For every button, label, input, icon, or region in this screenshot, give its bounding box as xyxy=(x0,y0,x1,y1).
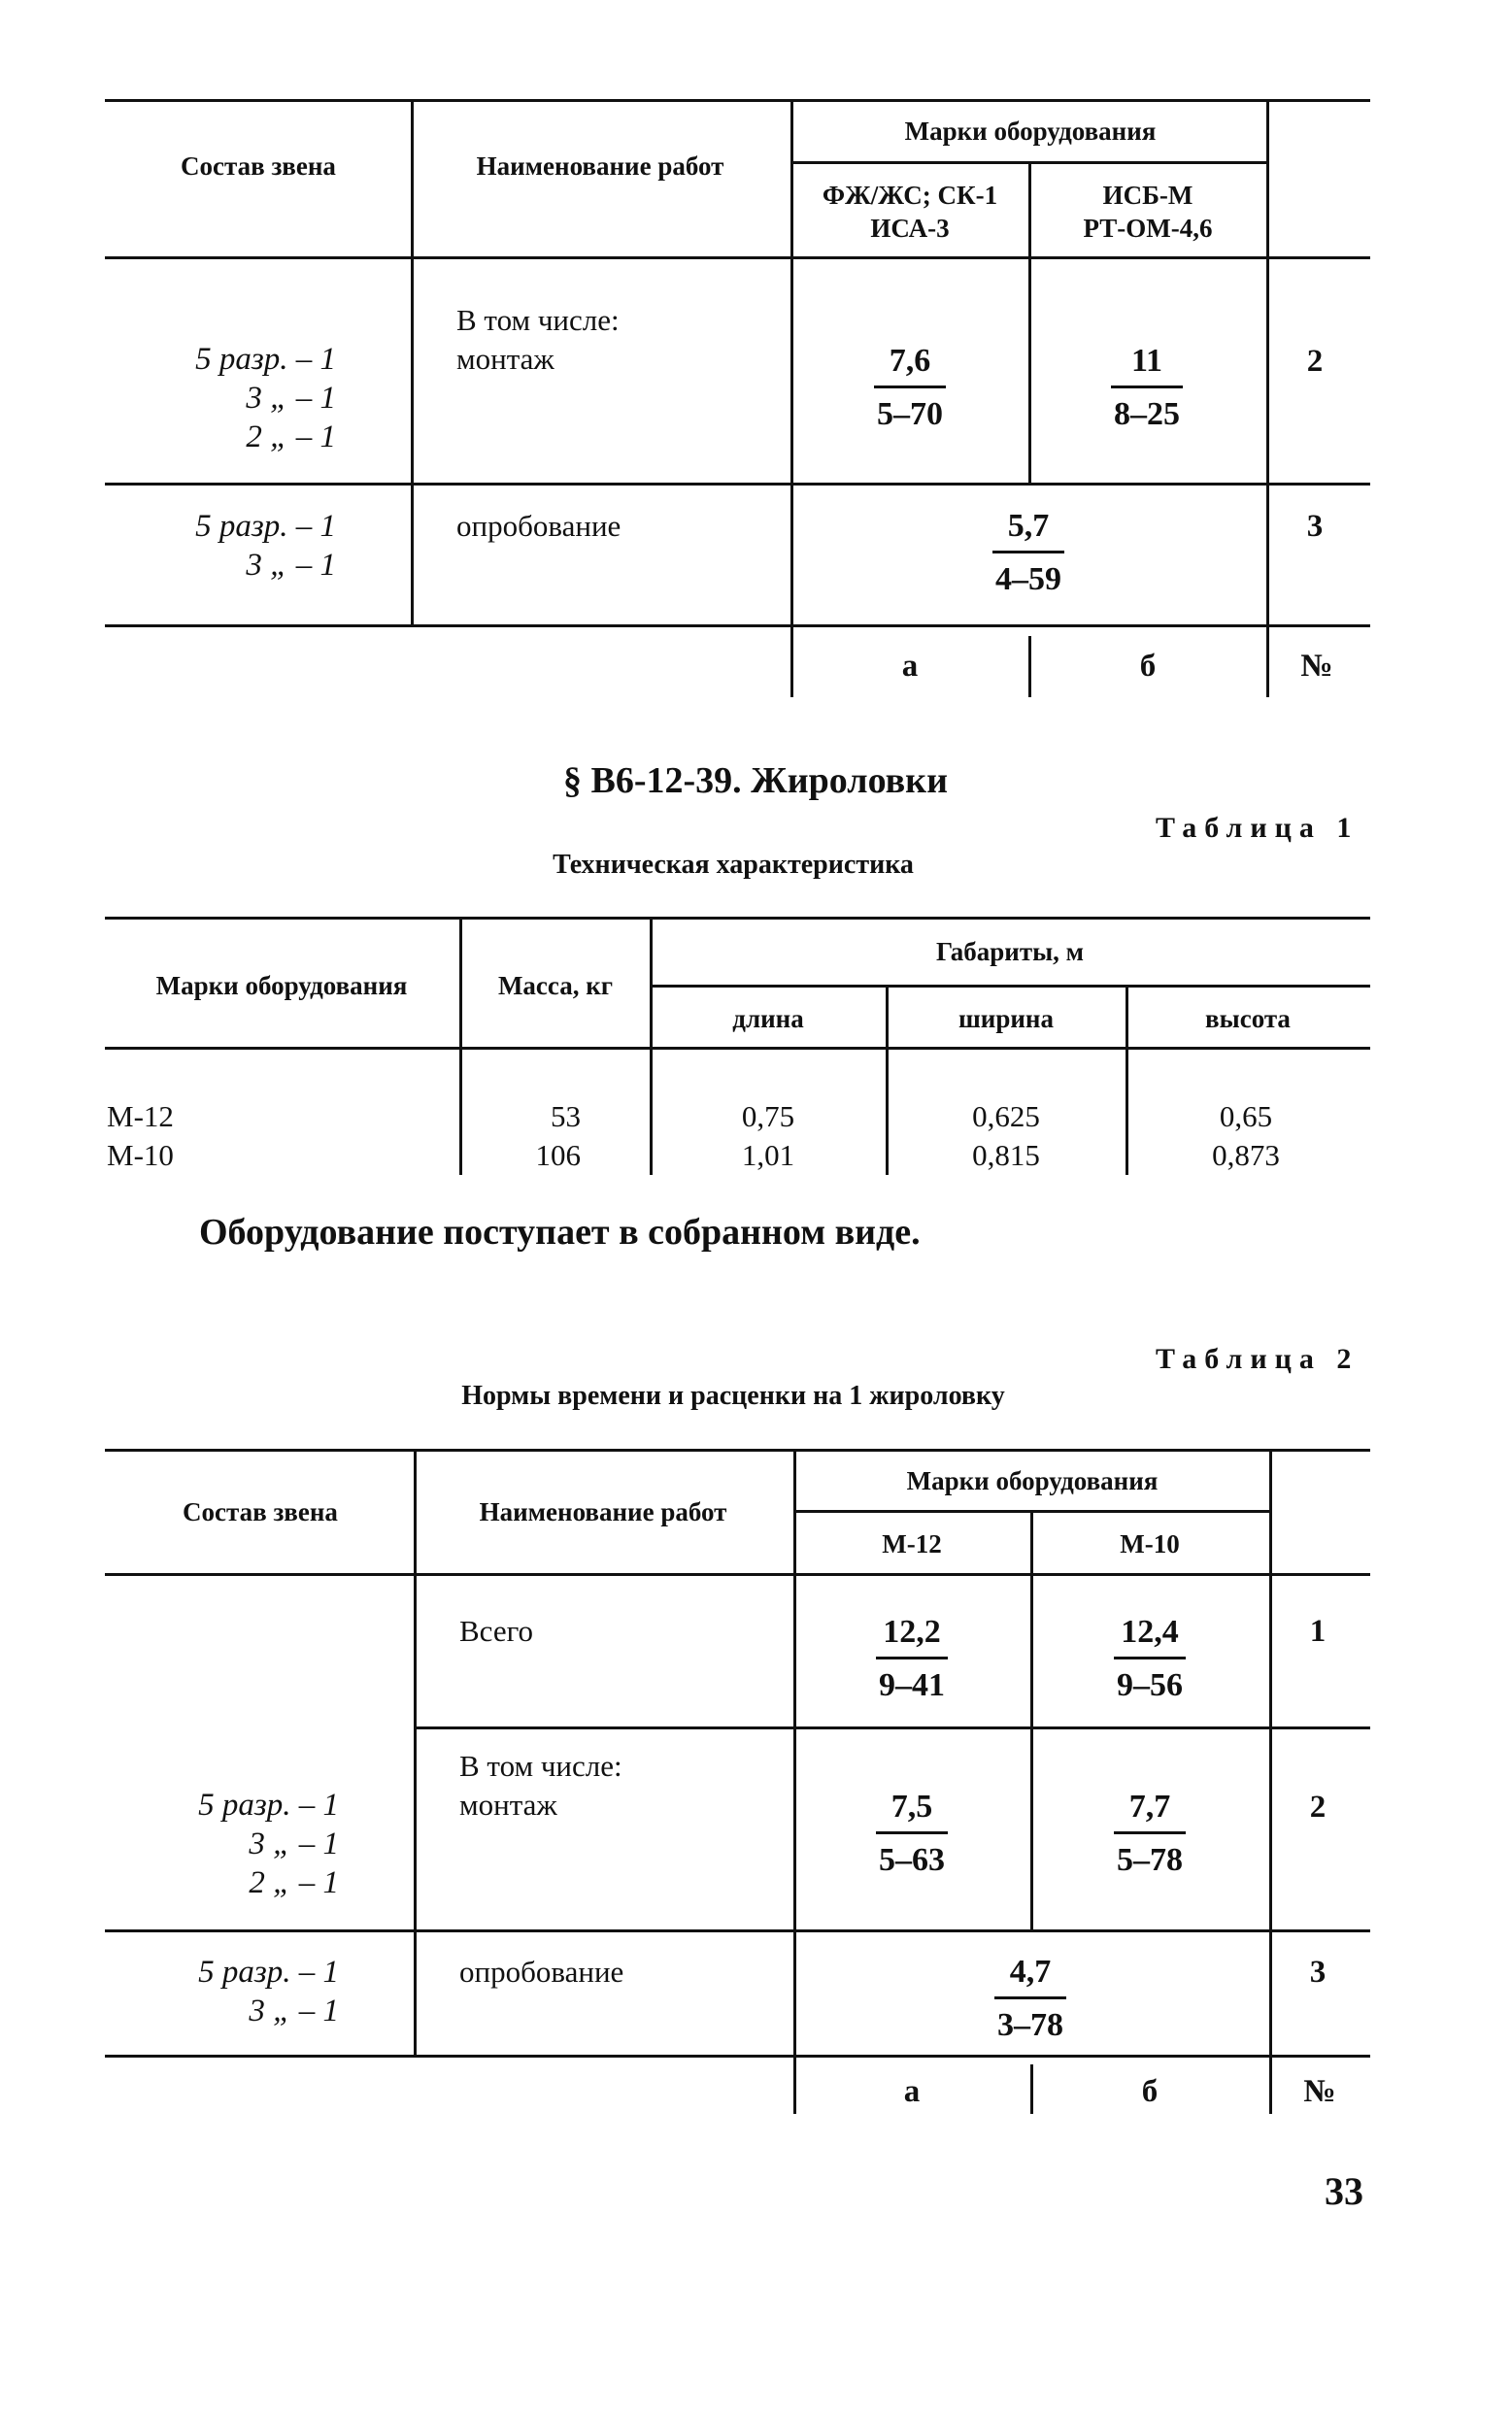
header-mark-a-line2: ИСА-3 xyxy=(870,214,950,243)
table-2-caption: Таблица 2 xyxy=(1156,1343,1360,1375)
column-letter-b: б xyxy=(1139,649,1157,684)
norm-time: 12,4 xyxy=(1121,1614,1179,1650)
header-mark-b: М-10 xyxy=(1120,1529,1180,1558)
width-cell: 0,815 xyxy=(972,1138,1040,1172)
work-label: опробование xyxy=(456,509,622,543)
mass-cell: 53 xyxy=(551,1099,581,1133)
norm-fraction xyxy=(854,1614,970,1704)
mass-cell: 106 xyxy=(535,1138,581,1172)
table-1-rule xyxy=(105,917,1370,920)
height-cell: 0,873 xyxy=(1212,1138,1280,1172)
norm-time: 7,5 xyxy=(890,1789,933,1825)
table-2-rule xyxy=(105,1929,1370,1932)
header-work: Наименование работ xyxy=(476,151,724,181)
work-label: В том числе: xyxy=(459,1749,622,1783)
norm-price: 8–25 xyxy=(1114,396,1180,432)
top-table-rule xyxy=(105,624,1370,627)
top-table-rule xyxy=(105,483,1370,486)
column-letter-a: а xyxy=(903,2074,921,2109)
crew-line: 5 разр. – 1 xyxy=(198,1955,339,1990)
row-number: 3 xyxy=(1309,1955,1327,1990)
section-title: § В6-12-39. Жироловки xyxy=(563,760,948,801)
length-cell: 1,01 xyxy=(741,1138,795,1172)
work-label: монтаж xyxy=(456,342,554,376)
header-mark-a-line1: ФЖ/ЖС; СК-1 xyxy=(822,181,998,210)
table-2-title: Нормы времени и расценки на 1 жироловку xyxy=(461,1381,1005,1411)
column-number-sign: № xyxy=(1300,649,1333,684)
header-marks: Марки оборудования xyxy=(906,1466,1159,1495)
height-cell: 0,65 xyxy=(1219,1099,1273,1133)
top-table-divider xyxy=(1028,636,1031,697)
table-1-divider xyxy=(886,985,889,1175)
table-2-divider xyxy=(1030,1510,1033,1929)
norm-price: 4–59 xyxy=(995,561,1061,597)
delivery-note: Оборудование поступает в собранном виде. xyxy=(199,1212,921,1253)
width-cell: 0,625 xyxy=(972,1099,1040,1133)
work-label: опробование xyxy=(459,1955,624,1989)
crew-line: 3 „ – 1 xyxy=(246,381,336,416)
row-number: 2 xyxy=(1309,1790,1327,1825)
crew-line: 3 „ – 1 xyxy=(246,548,336,583)
norm-fraction xyxy=(854,1789,970,1879)
table-1-divider xyxy=(459,917,462,1175)
fraction-bar xyxy=(876,1657,948,1659)
header-mark-b-line2: РТ-ОМ-4,6 xyxy=(1083,214,1213,243)
column-number-sign: № xyxy=(1303,2074,1336,2109)
crew-line: 2 „ – 1 xyxy=(246,419,336,454)
table-2-divider xyxy=(1030,2064,1033,2114)
length-cell: 0,75 xyxy=(741,1099,795,1133)
table-1-divider xyxy=(650,917,653,1175)
norm-time: 5,7 xyxy=(1007,508,1050,544)
norm-fraction xyxy=(972,1954,1089,2044)
fraction-bar xyxy=(1111,385,1183,388)
table-2-rule xyxy=(105,1573,1370,1576)
norm-fraction xyxy=(1092,1614,1208,1704)
norm-time: 4,7 xyxy=(1009,1954,1052,1990)
norm-time: 7,6 xyxy=(889,343,931,379)
table-1-title: Техническая характеристика xyxy=(553,850,914,880)
norm-price: 5–78 xyxy=(1117,1842,1183,1878)
norm-price: 3–78 xyxy=(997,2007,1063,2043)
table-2-rule xyxy=(795,1510,1271,1513)
header-dims: Габариты, м xyxy=(935,937,1085,966)
header-marks: Марки оборудования xyxy=(904,117,1157,146)
norm-time: 7,7 xyxy=(1128,1789,1171,1825)
fraction-bar xyxy=(1114,1831,1186,1834)
row-number: 1 xyxy=(1309,1614,1327,1649)
fraction-bar xyxy=(874,385,946,388)
top-table-divider xyxy=(790,99,793,697)
top-table-divider xyxy=(411,99,414,624)
table-2-divider xyxy=(1269,1449,1272,2114)
header-mass: Масса, кг xyxy=(497,971,614,1000)
fraction-bar xyxy=(994,1996,1066,1999)
crew-line: 5 разр. – 1 xyxy=(198,1788,339,1823)
table-2-divider xyxy=(414,1449,417,2055)
norm-time: 11 xyxy=(1130,343,1163,379)
fraction-bar xyxy=(992,551,1064,553)
crew-line: 2 „ – 1 xyxy=(249,1865,339,1900)
mark-cell: М-10 xyxy=(107,1138,174,1172)
header-height: высота xyxy=(1205,1004,1291,1033)
top-table-rule xyxy=(105,256,1370,259)
work-label: В том числе: xyxy=(456,303,620,337)
row-number: 2 xyxy=(1306,344,1324,379)
top-table-rule xyxy=(105,99,1370,102)
header-work: Наименование работ xyxy=(479,1497,727,1526)
work-label: Всего xyxy=(459,1614,534,1648)
column-letter-b: б xyxy=(1141,2074,1159,2109)
norm-price: 5–63 xyxy=(879,1842,945,1878)
crew-line: 3 „ – 1 xyxy=(249,1827,339,1861)
fraction-bar xyxy=(876,1831,948,1834)
header-mark-b-line1: ИСБ-М xyxy=(1102,181,1193,210)
table-1-rule xyxy=(653,985,1370,988)
norm-price: 9–41 xyxy=(879,1667,945,1703)
top-table-divider xyxy=(1028,161,1031,483)
table-2-rule xyxy=(105,2055,1370,2058)
table-2-rule xyxy=(416,1726,1370,1729)
norm-price: 5–70 xyxy=(877,396,943,432)
header-marks: Марки оборудования xyxy=(155,971,408,1000)
norm-fraction xyxy=(1092,1789,1208,1879)
row-number: 3 xyxy=(1306,509,1324,544)
crew-line: 5 разр. – 1 xyxy=(195,342,336,377)
top-table-divider xyxy=(1266,99,1269,697)
table-1-rule xyxy=(105,1047,1370,1050)
work-label: монтаж xyxy=(459,1788,557,1822)
header-crew: Состав звена xyxy=(183,1497,338,1526)
norm-time: 12,2 xyxy=(883,1614,941,1650)
norm-price: 9–56 xyxy=(1117,1667,1183,1703)
page-number: 33 xyxy=(1325,2169,1363,2213)
norm-fraction xyxy=(852,343,968,433)
table-2-rule xyxy=(105,1449,1370,1452)
header-crew: Состав звена xyxy=(181,151,336,181)
norm-fraction xyxy=(1089,343,1205,433)
table-1-divider xyxy=(1126,985,1128,1175)
crew-line: 3 „ – 1 xyxy=(249,1994,339,2028)
header-length: длина xyxy=(732,1004,804,1033)
norm-fraction xyxy=(970,508,1087,598)
table-1-caption: Таблица 1 xyxy=(1156,812,1360,844)
mark-cell: М-12 xyxy=(107,1099,174,1133)
crew-line: 5 разр. – 1 xyxy=(195,509,336,544)
header-mark-a: М-12 xyxy=(882,1529,942,1558)
column-letter-a: а xyxy=(901,649,919,684)
fraction-bar xyxy=(1114,1657,1186,1659)
header-width: ширина xyxy=(958,1004,1054,1033)
table-2-divider xyxy=(793,1449,796,2114)
